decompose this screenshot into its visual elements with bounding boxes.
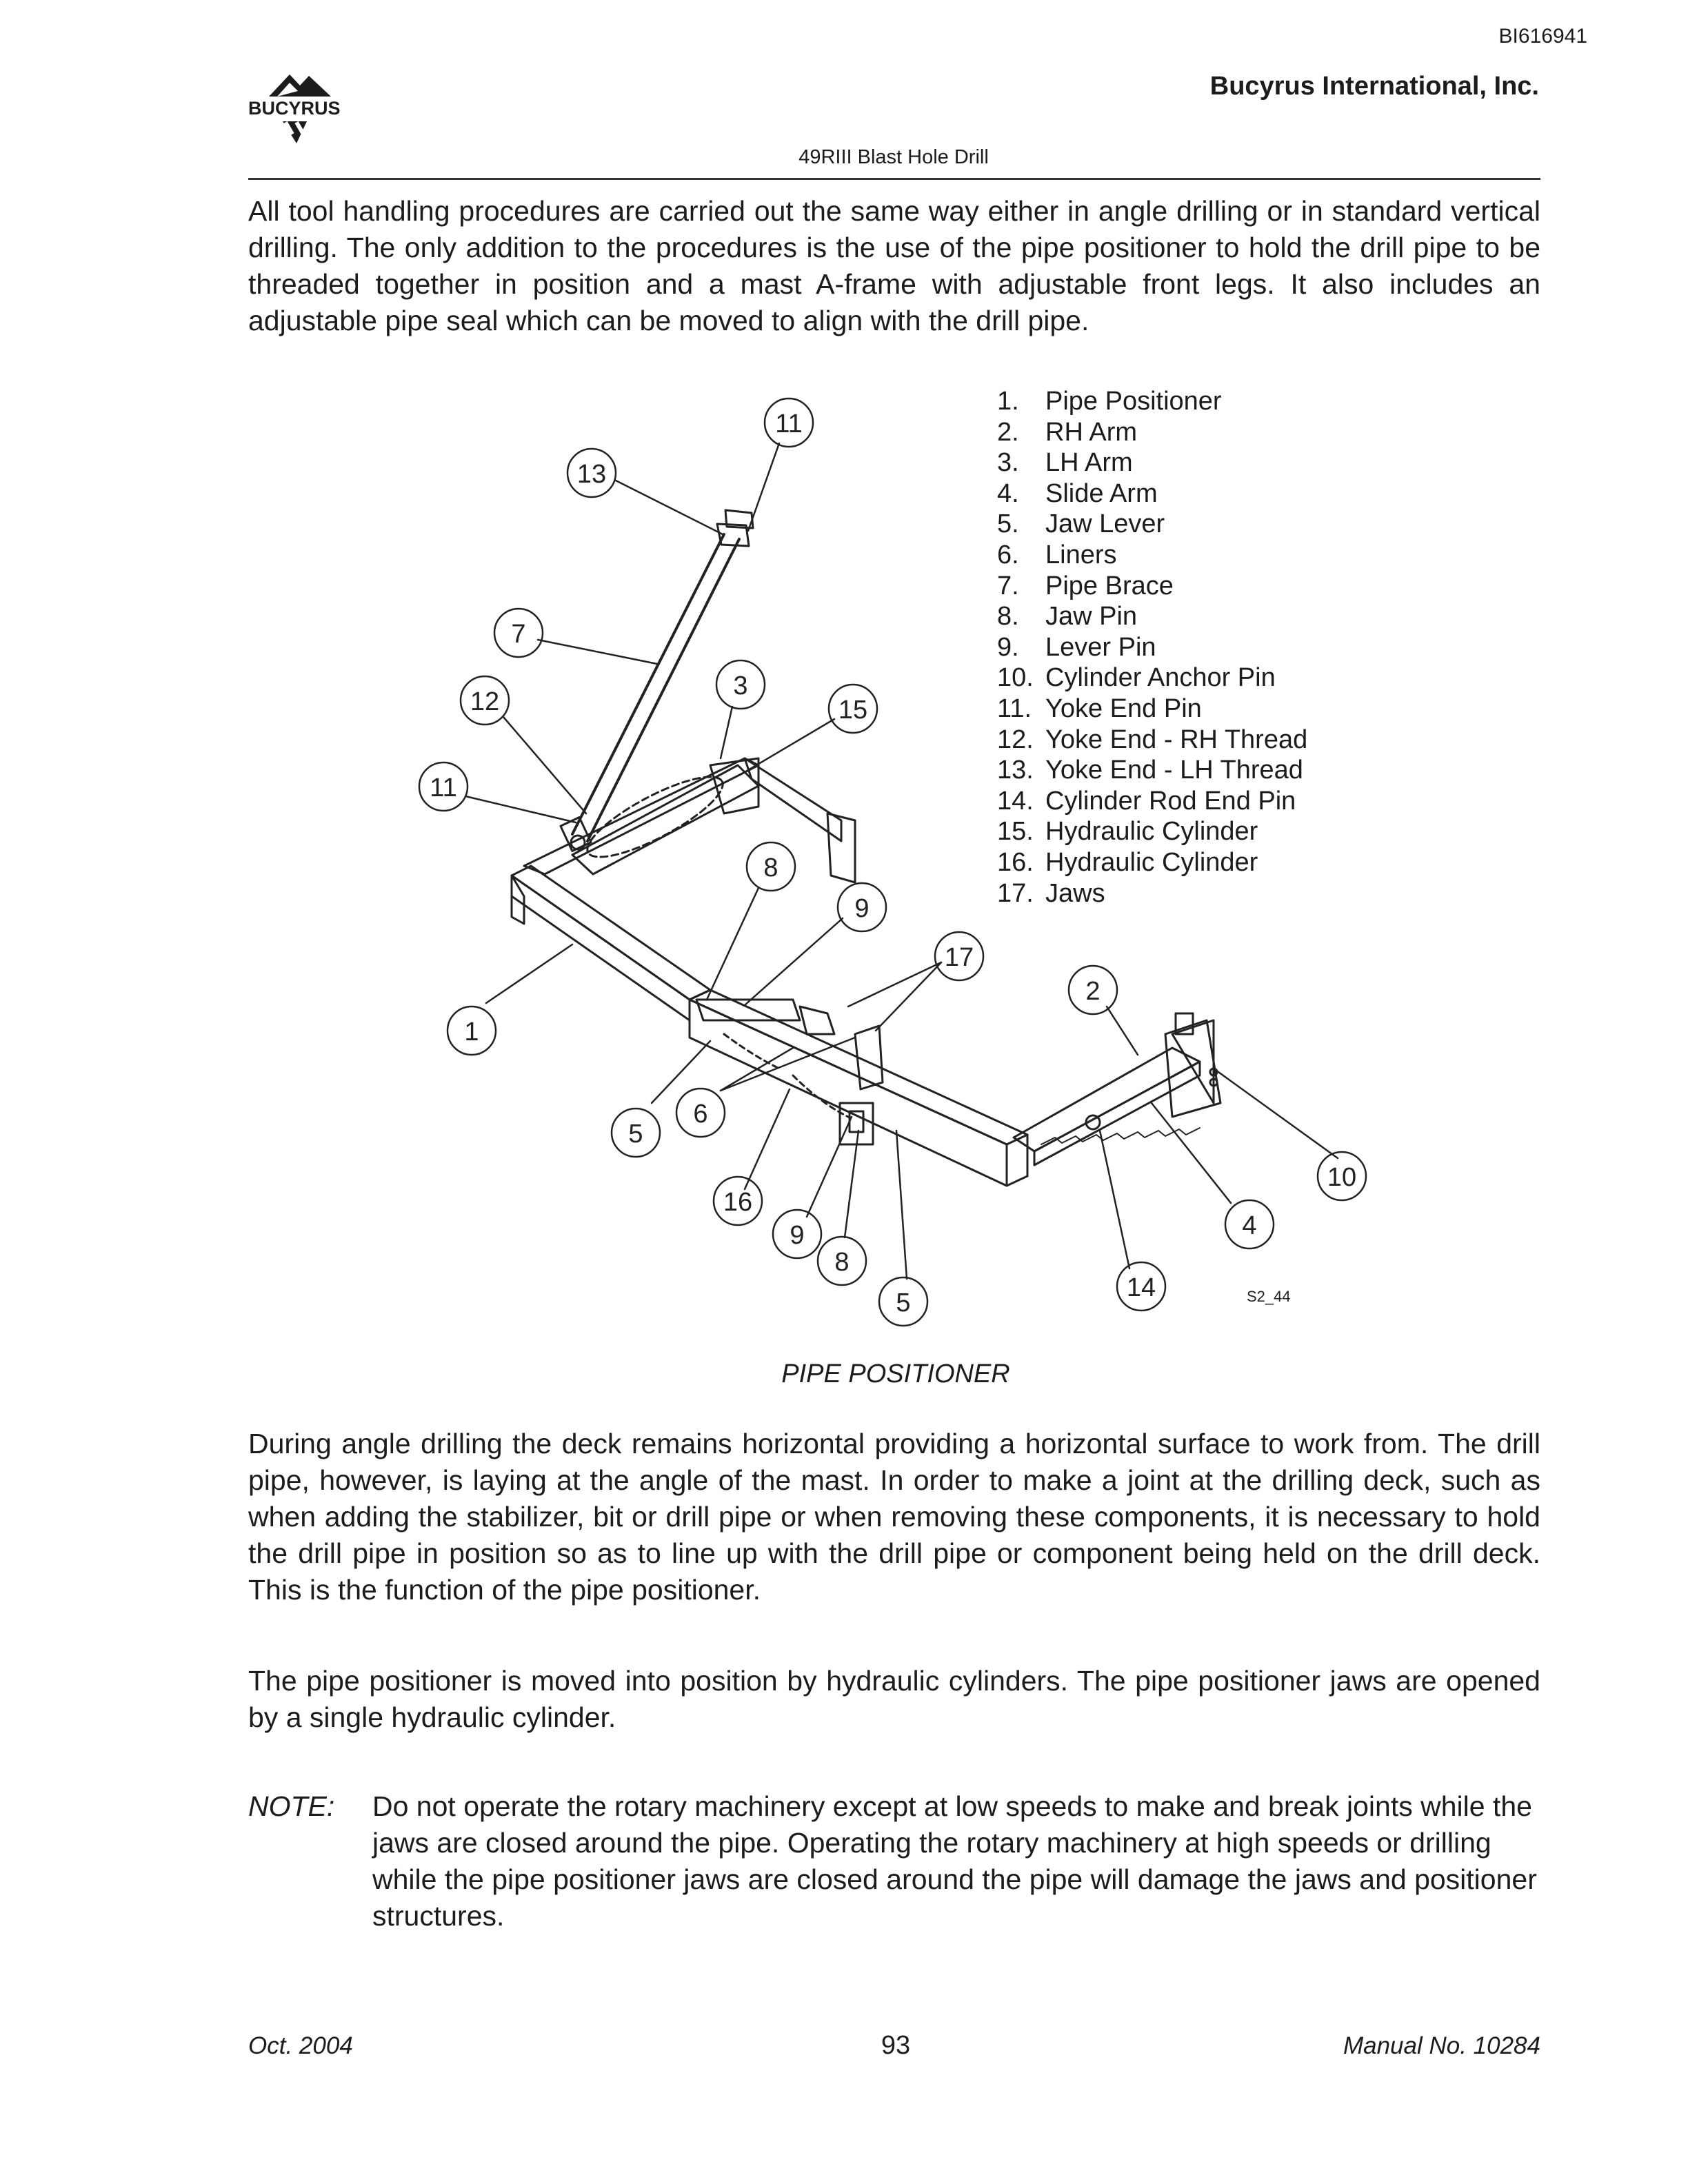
bucyrus-logo — [241, 69, 372, 152]
document-id: BI616941 — [1498, 25, 1587, 48]
logo-text: BUCYRUS — [248, 98, 341, 119]
legend-label: Jaw Pin — [1045, 602, 1138, 631]
legend-number: 2. — [997, 417, 1019, 447]
legend-item — [997, 447, 1307, 478]
legend-label: Jaw Lever — [1045, 509, 1165, 539]
legend-number: 12. — [997, 725, 1034, 754]
legend-item — [997, 386, 1307, 417]
callout-8-upper: 8 — [763, 853, 778, 882]
callout-9-lower: 9 — [790, 1221, 805, 1250]
callout-2: 2 — [1085, 977, 1101, 1006]
callout-16: 16 — [723, 1188, 753, 1217]
legend-number: 5. — [997, 509, 1019, 539]
legend-label: Liners — [1045, 540, 1117, 569]
legend-item — [997, 878, 1307, 909]
legend-item — [997, 694, 1307, 725]
legend-item — [997, 632, 1307, 663]
callout-1: 1 — [464, 1018, 479, 1046]
legend-number: 3. — [997, 448, 1019, 478]
legend-number: 4. — [997, 478, 1019, 508]
legend-item — [997, 725, 1307, 756]
legend-label: Yoke End Pin — [1045, 694, 1202, 723]
callout-14: 14 — [1126, 1273, 1156, 1302]
legend-label: LH Arm — [1045, 448, 1133, 478]
cylinders-paragraph: The pipe positioner is moved into position by hydraulic cylinders. The pipe positioner jaws are opened by a single hydraulic cylinder. — [248, 1665, 1540, 1733]
legend-item — [997, 601, 1307, 632]
header-rule — [248, 178, 1540, 180]
callout-11-left: 11 — [430, 774, 457, 802]
company-name: Bucyrus International, Inc. — [1209, 72, 1539, 101]
legend-number: 17. — [997, 878, 1034, 908]
footer-date: Oct. 2004 — [248, 2032, 353, 2059]
page-number: 93 — [881, 2031, 911, 2060]
callout-6: 6 — [693, 1100, 708, 1129]
legend-number: 9. — [997, 632, 1019, 662]
legend-label: Pipe Positioner — [1045, 387, 1222, 416]
legend-number: 14. — [997, 786, 1034, 816]
callout-7: 7 — [511, 620, 526, 649]
legend-label: Slide Arm — [1045, 478, 1158, 508]
legend-number: 16. — [997, 847, 1034, 877]
parts-legend — [997, 386, 1307, 909]
callout-5-left: 5 — [628, 1120, 643, 1149]
callout-4: 4 — [1242, 1211, 1257, 1240]
legend-label: RH Arm — [1045, 417, 1137, 447]
legend-number: 6. — [997, 540, 1019, 569]
legend-item — [997, 847, 1307, 878]
legend-item — [997, 816, 1307, 847]
legend-label: Hydraulic Cylinder — [1045, 817, 1258, 847]
callout-12: 12 — [470, 687, 500, 716]
figure-caption: PIPE POSITIONER — [781, 1359, 1010, 1388]
angle-drilling-paragraph: During angle drilling the deck remains horizontal providing a horizontal surface to work from. The drill pipe, however, is laying at the angle of the mast. In order to make a joint at the drilling deck, such as when adding the stabilizer, bit or drill pipe or when removing these components, it is necessary to hold the drill pipe in position so as to line up with the drill pipe or component being held on the drill deck. This is the function of the pipe positioner. — [248, 1428, 1540, 1606]
callout-11-top: 11 — [775, 410, 803, 438]
callout-13: 13 — [576, 460, 607, 489]
legend-label: Lever Pin — [1045, 632, 1156, 662]
legend-number: 7. — [997, 571, 1019, 600]
legend-label: Cylinder Anchor Pin — [1045, 663, 1276, 693]
legend-item — [997, 663, 1307, 694]
callout-15: 15 — [838, 696, 868, 725]
legend-number: 1. — [997, 387, 1019, 416]
legend-item — [997, 755, 1307, 786]
callout-3: 3 — [733, 671, 748, 700]
manual-number: Manual No. 10284 — [1343, 2032, 1540, 2059]
callout-5-lower: 5 — [896, 1288, 911, 1317]
legend-label: Yoke End - RH Thread — [1045, 725, 1308, 754]
legend-label: Yoke End - LH Thread — [1045, 756, 1303, 785]
legend-number: 15. — [997, 817, 1034, 847]
legend-number: 11. — [997, 694, 1032, 723]
legend-item — [997, 540, 1307, 571]
legend-item — [997, 509, 1307, 540]
legend-number: 8. — [997, 602, 1019, 631]
legend-item — [997, 417, 1307, 448]
callout-8-lower: 8 — [834, 1248, 850, 1277]
document-subtitle: 49RIII Blast Hole Drill — [798, 146, 989, 168]
legend-item — [997, 478, 1307, 509]
callout-10: 10 — [1327, 1163, 1357, 1192]
callout-9-upper: 9 — [854, 894, 870, 923]
legend-number: 10. — [997, 663, 1034, 693]
note-text: Do not operate the rotary machinery except at low speeds to make and break joints while the jaws are closed around the pipe. Operating the rotary machinery at high speeds or drilling while the pipe positioner jaws are closed around the pipe will damage the jaws and positioner structures. — [372, 1790, 1537, 1932]
callout-17: 17 — [944, 943, 974, 972]
legend-item — [997, 571, 1307, 602]
figure-code: S2_44 — [1247, 1288, 1291, 1305]
note-label: NOTE: — [248, 1790, 335, 1822]
legend-label: Pipe Brace — [1045, 571, 1174, 600]
legend-label: Jaws — [1045, 878, 1105, 908]
legend-item — [997, 786, 1307, 817]
legend-label: Cylinder Rod End Pin — [1045, 786, 1296, 816]
intro-paragraph: All tool handling procedures are carried out the same way either in angle drilling or in standard vertical drilling. The only addition to the procedures is the use of the pipe positioner to hold the drill pipe to be threaded together in position and a mast A-frame with adjustable front legs. It also includes an adjustable pipe seal which can be moved to align with the drill pipe. — [248, 195, 1540, 336]
legend-label: Hydraulic Cylinder — [1045, 847, 1258, 877]
legend-number: 13. — [997, 756, 1034, 785]
